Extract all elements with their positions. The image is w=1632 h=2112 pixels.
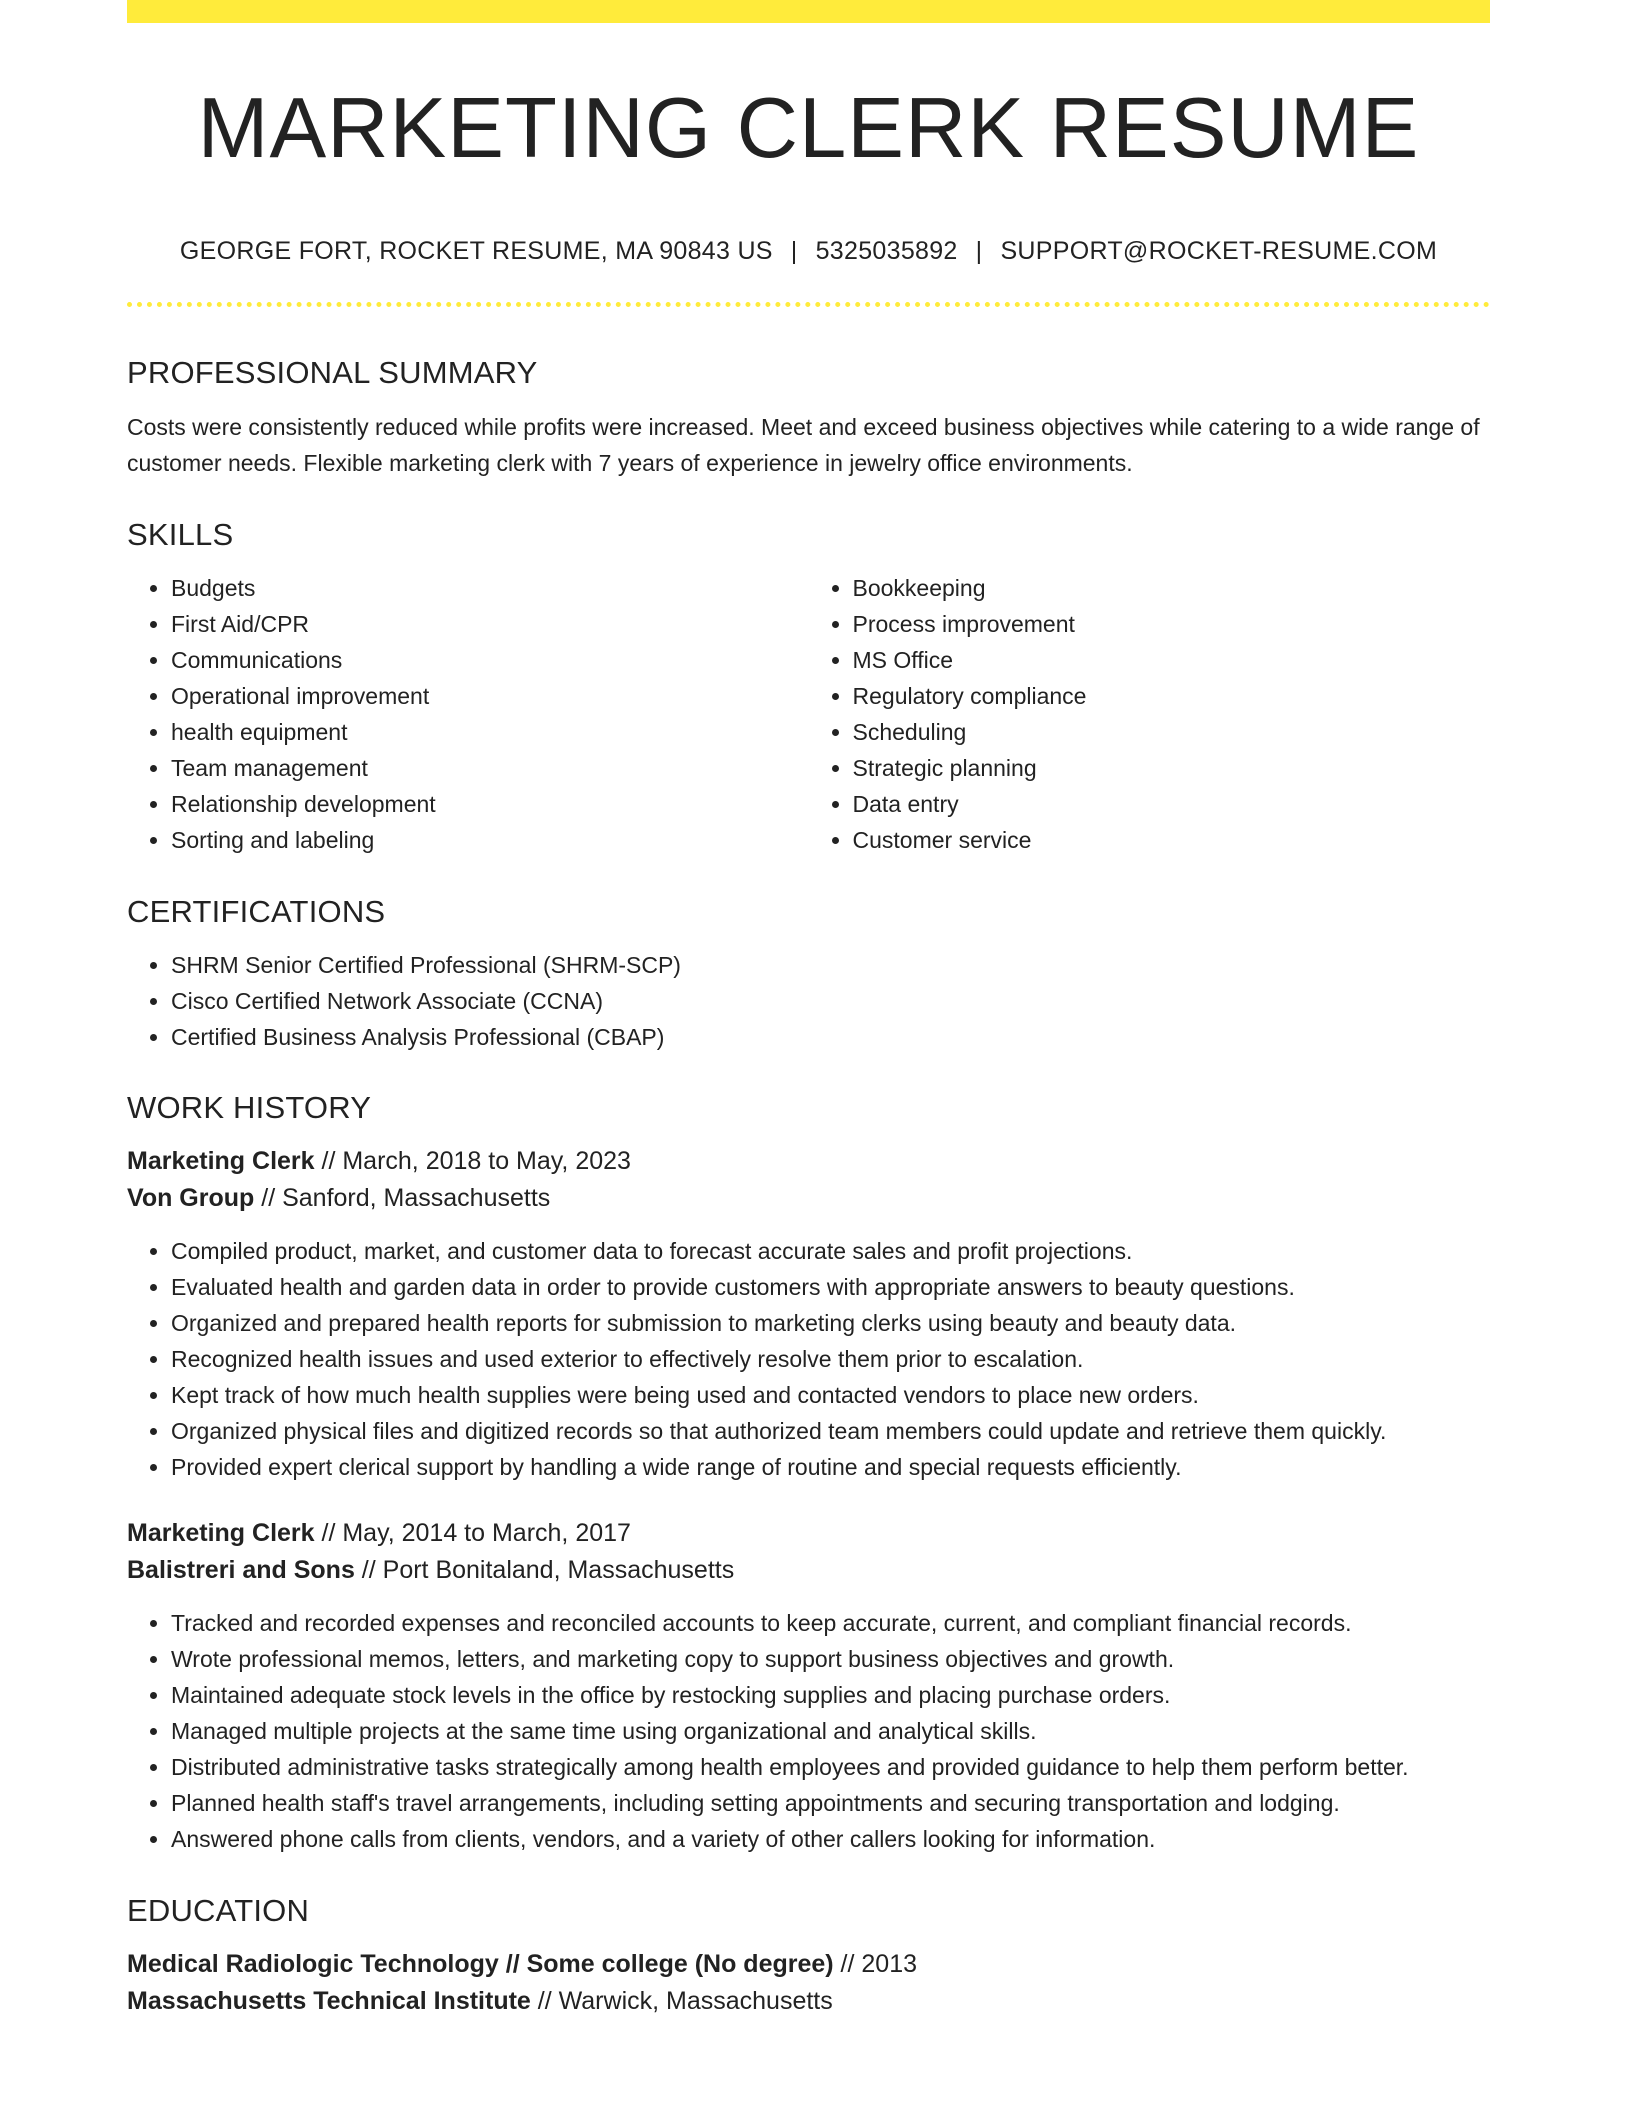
certification-item: • SHRM Senior Certified Professional (SHRM-SCP) <box>171 947 1490 983</box>
skills-list-left <box>127 570 809 858</box>
job-duty: • Wrote professional memos, letters, and marketing copy to support business objectives and growth. <box>171 1641 1490 1677</box>
skill-item: • Communications <box>171 642 809 678</box>
contact-email: SUPPORT@ROCKET-RESUME.COM <box>1000 237 1438 265</box>
education-degree-line <box>127 1946 1490 1983</box>
resume-title: MARKETING CLERK RESUME <box>197 81 1420 176</box>
job-title: Marketing Clerk <box>127 1519 315 1547</box>
job-company-line <box>127 1552 1490 1589</box>
job-duty: • Maintained adequate stock levels in the office by restocking supplies and placing purchase orders. <box>171 1677 1490 1713</box>
skill-item: • Sorting and labeling <box>171 822 809 858</box>
education-school-line <box>127 1983 1490 2020</box>
job-dates: // March, 2018 to May, 2023 <box>314 1147 631 1175</box>
job-company: Von Group <box>127 1184 255 1212</box>
education-year: // 2013 <box>833 1950 918 1978</box>
job-duties-list <box>127 1605 1490 1857</box>
skill-item: • Strategic planning <box>853 750 1491 786</box>
job-duty: • Managed multiple projects at the same time using organizational and analytical skills. <box>171 1713 1490 1749</box>
job-duties-list <box>127 1233 1490 1485</box>
skill-item: • Customer service <box>853 822 1491 858</box>
skill-item: • Budgets <box>171 570 809 606</box>
certifications-list <box>127 947 1490 1055</box>
job-duty: • Evaluated health and garden data in order to provide customers with appropriate answers to beauty questions. <box>171 1269 1490 1305</box>
job-duty: • Recognized health issues and used exterior to effectively resolve them prior to escalation. <box>171 1341 1490 1377</box>
job-duty: • Distributed administrative tasks strategically among health employees and provided guidance to help them perform better. <box>171 1749 1490 1785</box>
accent-bar <box>127 0 1490 23</box>
contact-separator: | <box>790 237 798 265</box>
job-entry <box>127 1143 1490 1485</box>
contact-address: GEORGE FORT, ROCKET RESUME, MA 90843 US <box>179 237 773 265</box>
skill-item: • Process improvement <box>853 606 1491 642</box>
education-heading: EDUCATION <box>127 1893 310 1928</box>
job-dates: // May, 2014 to March, 2017 <box>314 1519 631 1547</box>
education-entry <box>127 1946 1490 2020</box>
job-duty: • Provided expert clerical support by handling a wide range of routine and special requests efficiently. <box>171 1449 1490 1485</box>
skill-item: • Bookkeeping <box>853 570 1491 606</box>
job-company-line <box>127 1180 1490 1217</box>
job-location: // Sanford, Massachusetts <box>254 1184 551 1212</box>
job-duty: • Compiled product, market, and customer data to forecast accurate sales and profit projections. <box>171 1233 1490 1269</box>
dotted-divider <box>127 302 1490 307</box>
contact-line <box>127 237 1490 266</box>
skills-heading: SKILLS <box>127 517 234 552</box>
certifications-heading: CERTIFICATIONS <box>127 894 386 929</box>
skill-item: • First Aid/CPR <box>171 606 809 642</box>
education-location: // Warwick, Massachusetts <box>530 1987 833 2015</box>
skill-item: • Operational improvement <box>171 678 809 714</box>
certification-item: • Cisco Certified Network Associate (CCNA) <box>171 983 1490 1019</box>
summary-heading: PROFESSIONAL SUMMARY <box>127 355 538 390</box>
skill-item: • Team management <box>171 750 809 786</box>
job-title-line <box>127 1515 1490 1552</box>
work-history-heading: WORK HISTORY <box>127 1090 372 1125</box>
skill-item: • MS Office <box>853 642 1491 678</box>
job-duty: • Organized and prepared health reports for submission to marketing clerks using beauty and beauty data. <box>171 1305 1490 1341</box>
job-title: Marketing Clerk <box>127 1147 315 1175</box>
summary-text: Costs were consistently reduced while profits were increased. Meet and exceed business objectives while catering to a wide range of customer needs. Flexible marketing clerk with 7 years of experience in jewelry office environments. <box>127 414 1480 476</box>
skill-item: • Regulatory compliance <box>853 678 1491 714</box>
job-title-line <box>127 1143 1490 1180</box>
skills-list-right <box>809 570 1491 858</box>
job-duty: • Organized physical files and digitized records so that authorized team members could update and retrieve them quickly. <box>171 1413 1490 1449</box>
job-location: // Port Bonitaland, Massachusetts <box>354 1556 735 1584</box>
job-duty: • Kept track of how much health supplies were being used and contacted vendors to place new orders. <box>171 1377 1490 1413</box>
contact-phone: 5325035892 <box>815 237 958 265</box>
job-duty: • Answered phone calls from clients, vendors, and a variety of other callers looking for information. <box>171 1821 1490 1857</box>
skill-item: • health equipment <box>171 714 809 750</box>
job-company: Balistreri and Sons <box>127 1556 355 1584</box>
certification-item: • Certified Business Analysis Professional (CBAP) <box>171 1019 1490 1055</box>
skill-item: • Data entry <box>853 786 1491 822</box>
skill-item: • Scheduling <box>853 714 1491 750</box>
education-school: Massachusetts Technical Institute <box>127 1987 531 2015</box>
job-duty: • Planned health staff's travel arrangements, including setting appointments and securing transportation and lodging. <box>171 1785 1490 1821</box>
job-entry <box>127 1515 1490 1857</box>
skill-item: • Relationship development <box>171 786 809 822</box>
job-duty: • Tracked and recorded expenses and reconciled accounts to keep accurate, current, and compliant financial records. <box>171 1605 1490 1641</box>
education-degree: Medical Radiologic Technology // Some college (No degree) <box>127 1950 834 1978</box>
skills-columns <box>127 570 1490 858</box>
resume-page <box>127 0 1490 2020</box>
contact-separator: | <box>975 237 983 265</box>
